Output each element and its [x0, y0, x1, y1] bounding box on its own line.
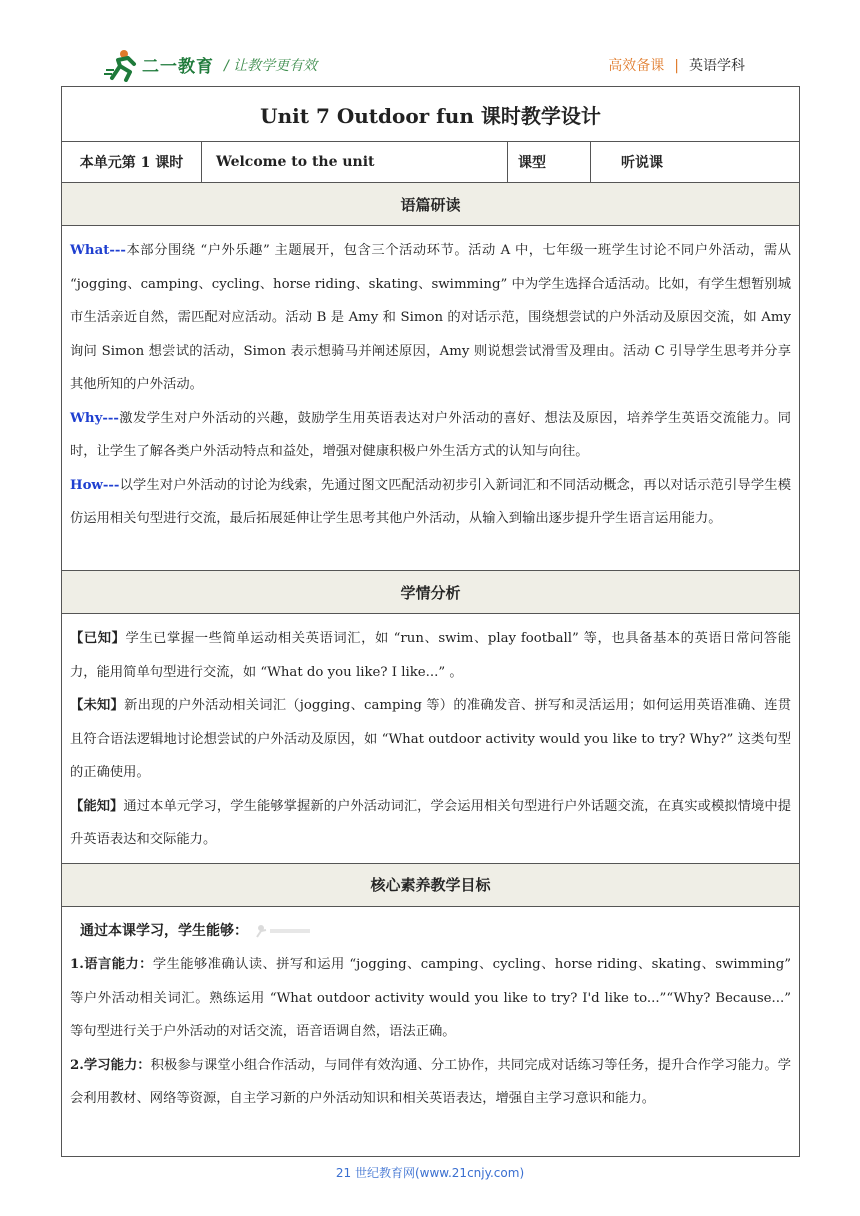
type-label: 课型: [508, 142, 591, 183]
goal-1-text: 学生能够准确认读、拼写和运用 “jogging、camping、cycling、horse riding、skating、swimming” 等户外活动相关词汇。熟练运用 “What outdoor activity would you like to try? I'd like to...”“Why? Because...” 等句型进行关于户外活动的对话交流，语音语调自然，语法正确。: [70, 957, 791, 1039]
core-goals-body: [62, 906, 800, 1156]
goals-intro: 通过本课学习，学生能够：: [80, 922, 248, 939]
able-label: 【能知】: [70, 798, 124, 814]
learner-analysis-body: [62, 614, 800, 864]
info-row: [62, 142, 800, 183]
header-tag-prep: 高效备课: [608, 58, 665, 74]
watermark-logo-icon: [254, 924, 312, 938]
header-tag-subject: 英语学科: [689, 58, 745, 74]
able-paragraph: [70, 790, 791, 857]
goal-2-text: 积极参与课堂小组合作活动，与同伴有效沟通、分工协作，共同完成对话练习等任务，提升合作学习能力。学会利用教材、网络等资源，自主学习新的户外活动知识和相关英语表达，增强自主学习意识和能力。: [70, 1057, 791, 1106]
able-text: 通过本单元学习，学生能够掌握新的户外活动词汇，学会运用相关句型进行户外话题交流，在真实或模拟情境中提升英语表达和交际能力。: [70, 798, 792, 847]
how-label: How---: [70, 477, 120, 493]
what-paragraph: [70, 234, 791, 402]
page-title: Unit 7 Outdoor fun 课时教学设计: [62, 87, 800, 142]
page-header: [0, 0, 860, 80]
known-paragraph: [70, 622, 791, 689]
unknown-text: 新出现的户外活动相关词汇（jogging、camping 等）的准确发音、拼写和灵活运用；如何运用英语准确、连贯且符合语法逻辑地讨论想尝试的户外活动及原因，如 “What outdoor activity would you like to try? Why?” 这类句型的正确使用。: [70, 698, 792, 780]
goal-1-paragraph: [70, 948, 791, 1049]
what-text: 本部分围绕 “户外乐趣” 主题展开，包含三个活动环节。活动 A 中，七年级一班学生讨论不同户外活动，需从 “jogging、camping、cycling、horse riding、skating、swimming” 中为学生选择合适活动。比如，有学生想暂别城市生活亲近自然，需匹配对应活动。活动 B 是 Amy 和 Simon 的对话示范，围绕想尝试的户外活动及原因交流，如 Amy 询问 Simon 想尝试的活动，Simon 表示想骑马并阐述原因，Amy 则说想尝试滑雪及理由。活动 C 引导学生思考并分享其他所知的户外活动。: [70, 243, 791, 392]
section-heading-core-goals: 核心素养教学目标: [62, 863, 800, 906]
goal-2-label: 2.学习能力：: [70, 1057, 151, 1073]
known-label: 【已知】: [70, 631, 126, 646]
goal-1-label: 1.语言能力：: [70, 957, 153, 972]
how-paragraph: [70, 469, 791, 536]
lesson-plan-table: [61, 86, 800, 1157]
slogan: / 让教学更有效: [224, 58, 318, 74]
lesson-number: 本单元第 1 课时: [62, 142, 202, 183]
how-text: 以学生对户外活动的讨论为线索，先通过图文匹配活动初步引入新词汇和不同活动概念，再以对话示范引导学生模仿运用相关句型进行交流，最后拓展延伸让学生思考其他户外活动，从输入到输出逐步提升学生语言运用能力。: [70, 477, 791, 526]
type-value: 听说课: [591, 142, 800, 183]
why-text: 激发学生对户外活动的兴趣，鼓励学生用英语表达对户外活动的喜好、想法及原因，培养学生英语交流能力。同时，让学生了解各类户外活动特点和益处，增强对健康积极户外生活方式的认知与向往。: [70, 410, 791, 459]
section-heading-text-study: 语篇研读: [62, 183, 800, 226]
text-study-body: [62, 226, 800, 571]
logo-text: 二一教育: [142, 57, 214, 77]
what-label: What---: [70, 243, 126, 258]
page-footer: 21 世纪教育网(www.21cnjy.com): [335, 1166, 525, 1180]
goal-2-paragraph: [70, 1049, 791, 1116]
goals-intro-paragraph: [70, 915, 791, 949]
header-separator: |: [674, 58, 679, 74]
why-label: Why---: [70, 410, 119, 426]
unknown-paragraph: [70, 689, 791, 790]
header-right: [608, 55, 745, 75]
unknown-label: 【未知】: [70, 698, 125, 713]
lesson-topic: Welcome to the unit: [202, 142, 508, 183]
why-paragraph: [70, 402, 791, 469]
known-text: 学生已掌握一些简单运动相关英语词汇，如 “run、swim、play football” 等，也具备基本的英语日常问答能力，能用简单句型进行交流，如 “What do you like? I like...” 。: [70, 631, 792, 680]
section-heading-learner-analysis: 学情分析: [62, 571, 800, 614]
